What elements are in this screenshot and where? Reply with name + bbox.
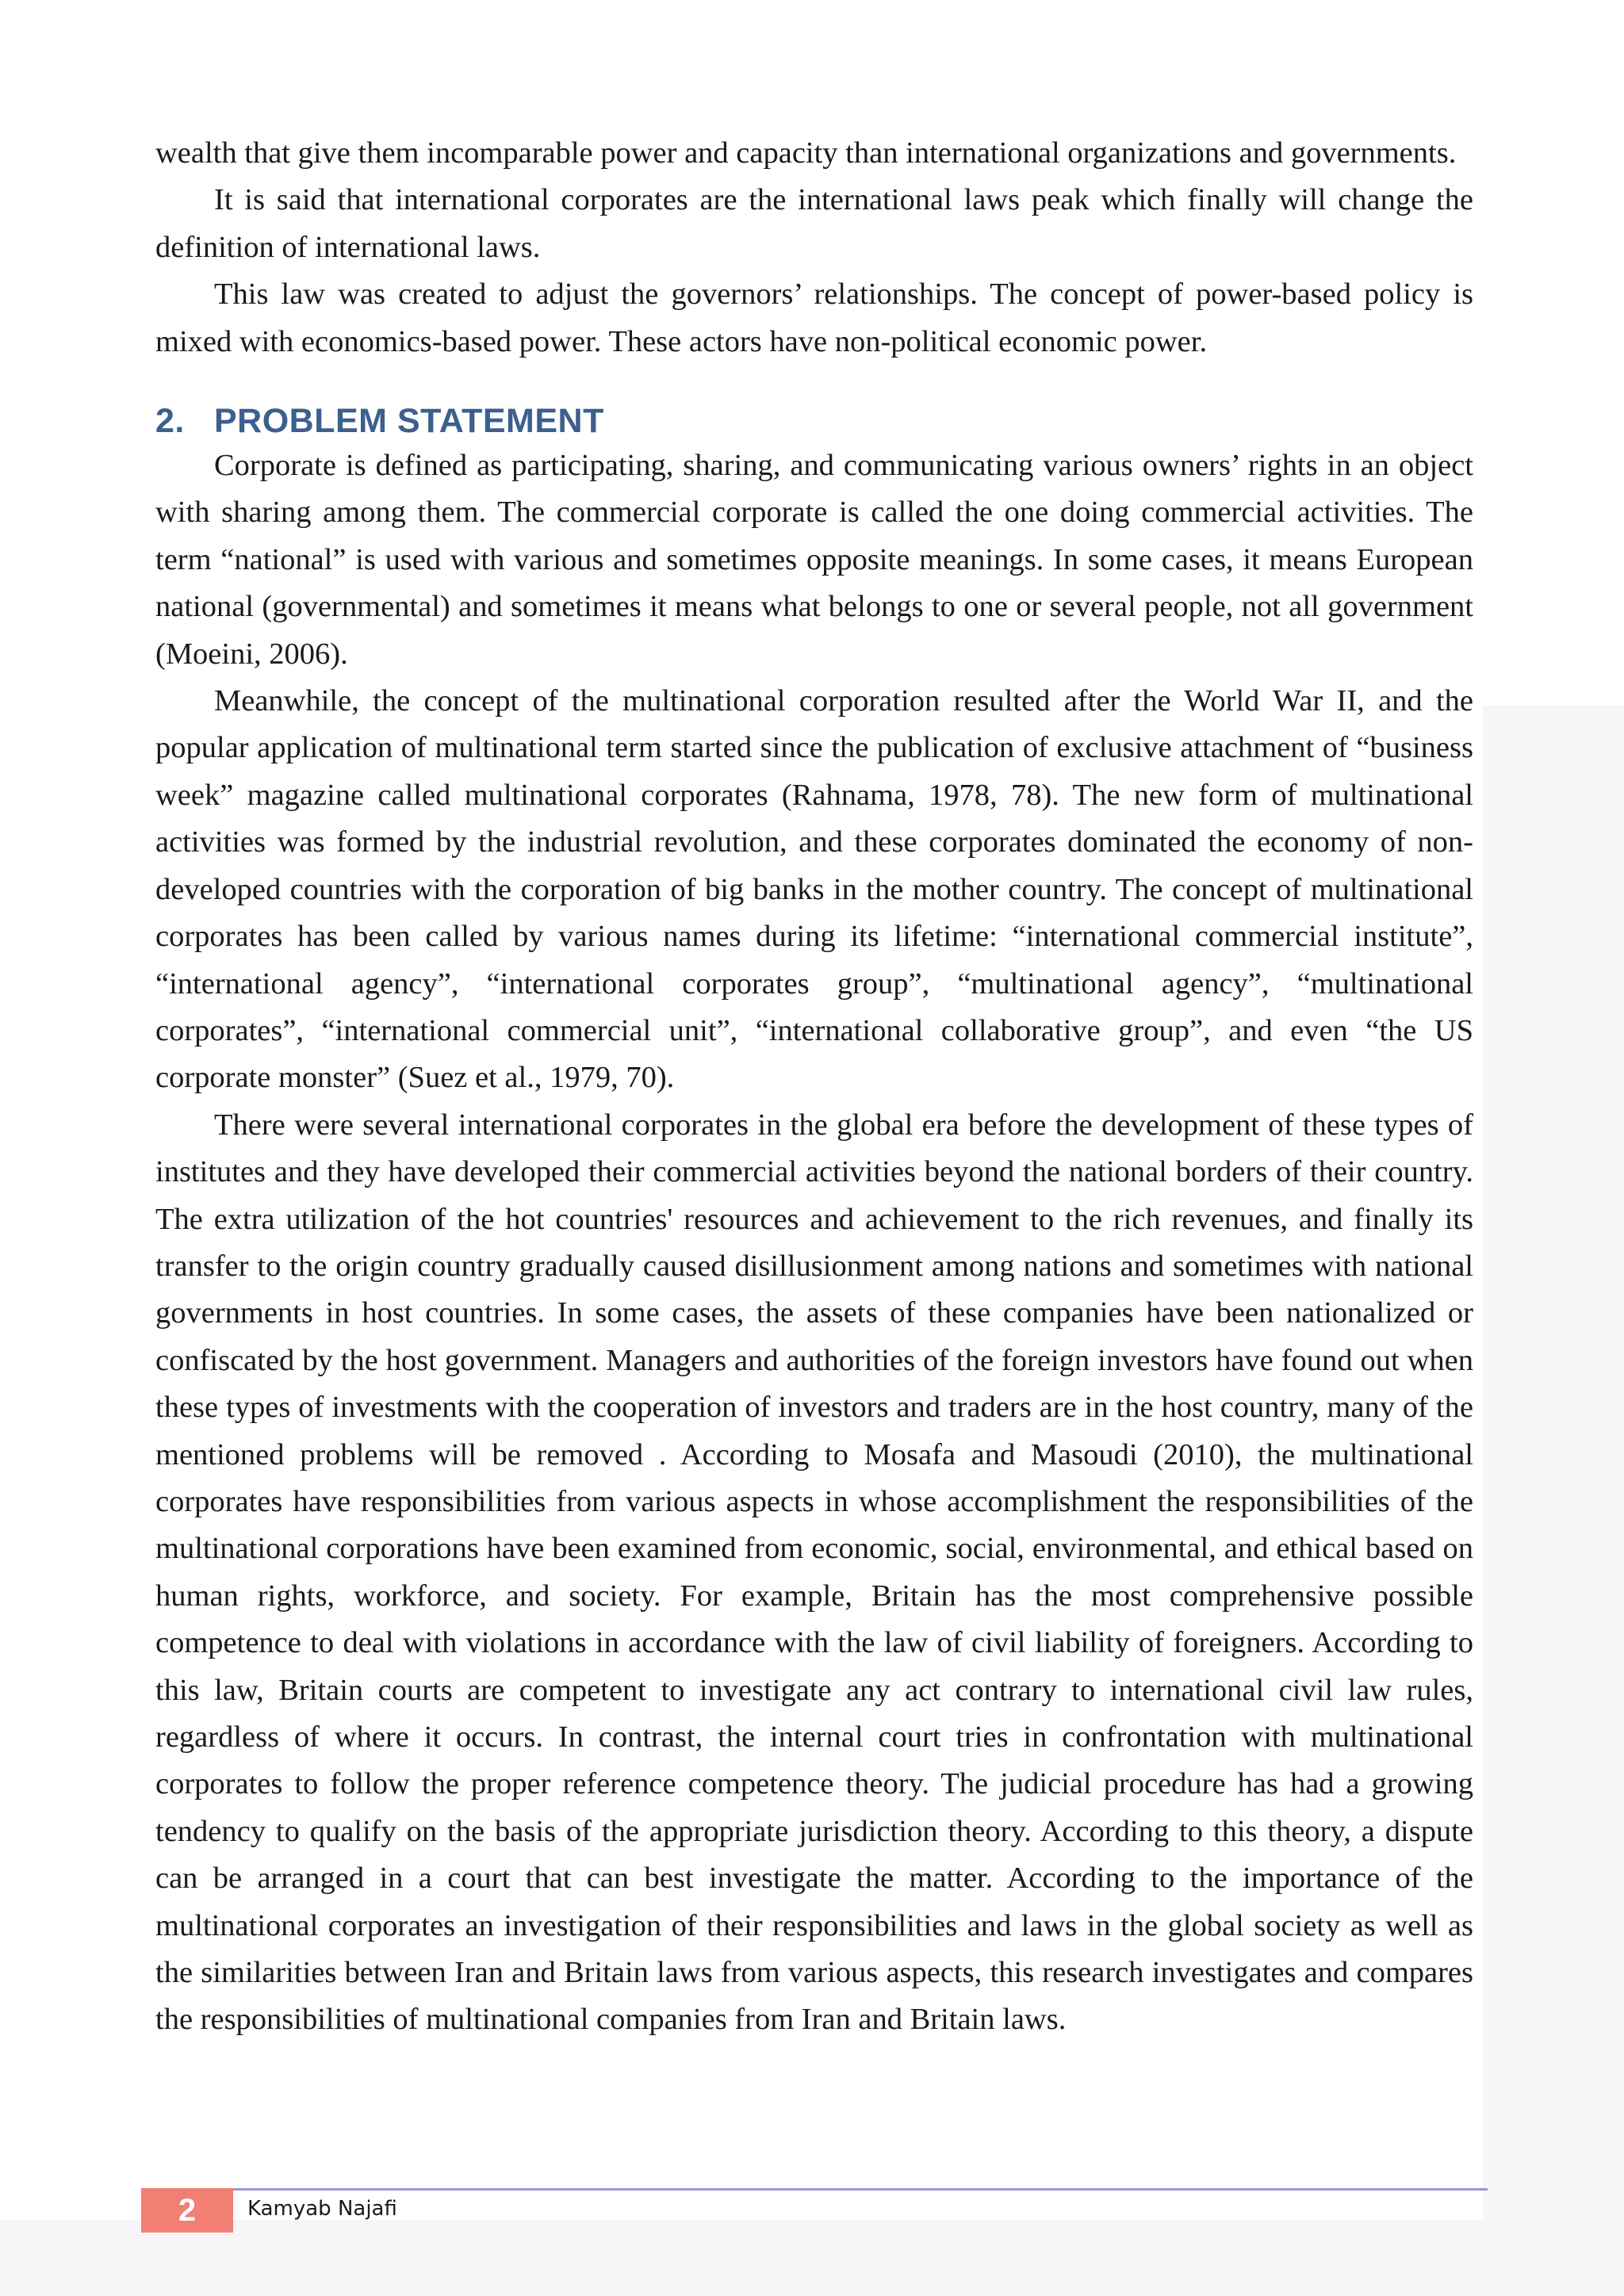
- section-title: PROBLEM STATEMENT: [214, 402, 604, 441]
- body-paragraph: wealth that give them incomparable power and capacity than international organizations and governments.: [155, 136, 1457, 170]
- body-paragraph: It is said that international corporates are the international laws peak which finally will change the definition of international laws.: [155, 183, 1473, 264]
- body-paragraph: There were several international corporates in the global era before the development of these types of institutes and they have developed their commercial activities beyond the national borders of their country. The extra utilization of the hot countries' resources and achievement to the rich revenues, and finally its transfer to the origin country gradually caused disillusionment among nations and sometimes with national governments in host countries. In some cases, the assets of these companies have been nationalized or confiscated by the host government. Managers and authorities of the foreign investors have found out when these types of investments with the cooperation of investors and traders are in the host country, many of the mentioned problems will be removed . According to Mosafa and Masoudi (2010), the multinational corporates have responsibilities from various aspects in whose accomplishment the responsibilities of the multinational corporations have been examined from economic, social, environmental, and ethical based on human rights, workforce, and society. For example, Britain has the most comprehensive possible competence to deal with violations in accordance with the law of civil liability of foreigners. According to this law, Britain courts are competent to investigate any act contrary to international civil law rules, regardless of where it occurs. In contrast, the internal court tries in confrontation with multinational corporates to follow the proper reference competence theory. The judicial procedure has had a growing tendency to qualify on the basis of the appropriate jurisdiction theory. According to this theory, a dispute can be arranged in a court that can best investigate the matter. According to the importance of the multinational corporates an investigation of their responsibilities and laws in the global society as well as the similarities between Iran and Britain laws from various aspects, this research investigates and compares the responsibilities of multinational companies from Iran and Britain laws.: [155, 1108, 1473, 2037]
- footer-author: Kamyab Najafi: [247, 2197, 397, 2221]
- body-paragraph: This law was created to adjust the governors’ relationships. The concept of power-based policy is mixed with economics-based power. These actors have non-political economic power.: [155, 277, 1473, 358]
- page-number: 2: [141, 2188, 233, 2233]
- body-paragraph: Corporate is defined as participating, sharing, and communicating various owners’ rights in an object with sharing among them. The commercial corporate is called the one doing commercial activities. The term “national” is used with various and sometimes opposite meanings. In some cases, it means European national (governmental) and sometimes it means what belongs to one or several people, not all government (Moeini, 2006).: [155, 449, 1473, 671]
- page-body: [155, 130, 1473, 2044]
- page-edge-shading: [1483, 706, 1624, 2296]
- footer-rule: [233, 2188, 1488, 2191]
- section-heading: [155, 400, 1473, 442]
- body-paragraph: Meanwhile, the concept of the multinational corporation resulted after the World War II, and the popular application of multinational term started since the publication of exclusive attachment of “business week” magazine called multinational corporates (Rahnama, 1978, 78). The new form of multinational activities was formed by the industrial revolution, and these corporates dominated the economy of non-developed countries with the corporation of big banks in the mother country. The concept of multinational corporates has been called by various names during its lifetime: “international commercial institute”, “international agency”, “international corporates group”, “multinational agency”, “multinational corporates”, “international commercial unit”, “international collaborative group”, and even “the US corporate monster” (Suez et al., 1979, 70).: [155, 684, 1473, 1095]
- section-number: 2.: [155, 402, 185, 441]
- page-bottom-shading: [0, 2220, 1624, 2296]
